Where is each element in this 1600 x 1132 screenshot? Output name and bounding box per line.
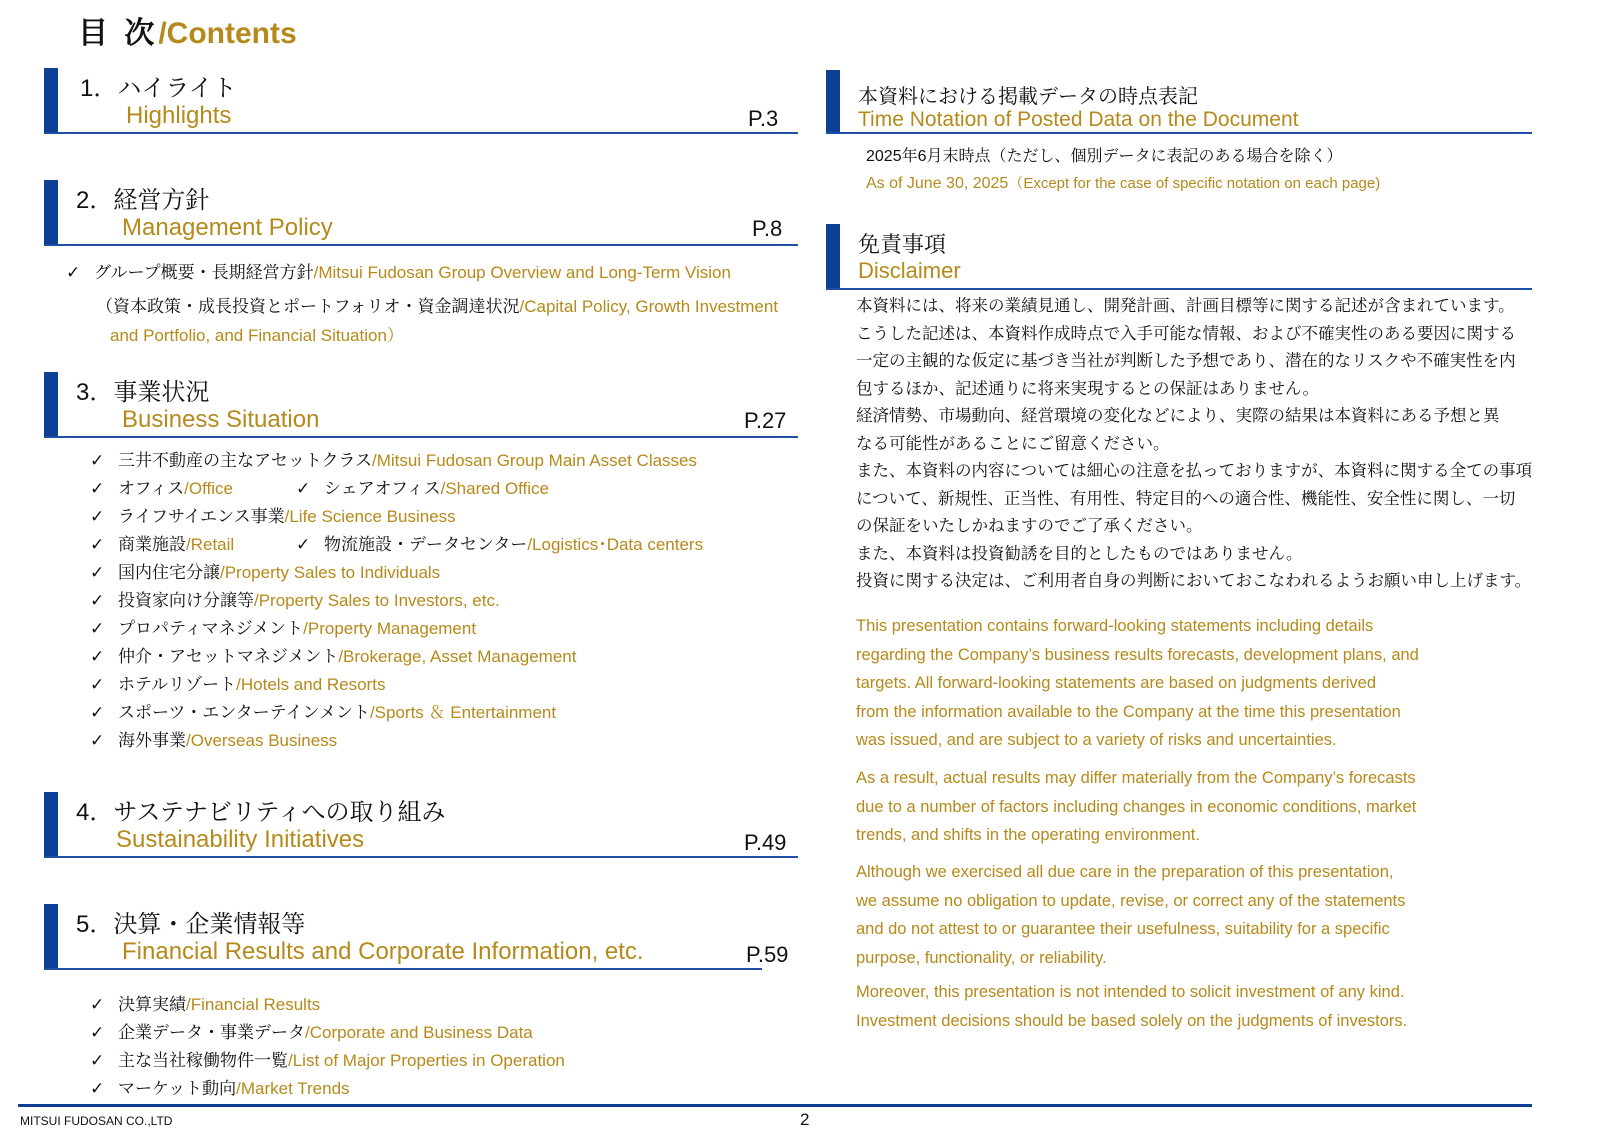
section-rule: [44, 968, 762, 970]
list-item: ✓ マーケット動向/Market Trends: [90, 1079, 350, 1098]
check-icon: ✓: [90, 563, 105, 582]
list-item: ✓ 決算実績/Financial Results: [90, 995, 321, 1014]
list-item: ✓ シェアオフィス/Shared Office: [296, 479, 549, 498]
disclaimer-en-paragraph-1: This presentation contains forward-looking statements including details regarding the Company’s business results forecasts, development plans, and targets. All forward-looking statements are based on judgments derived from the information available to the Company at the time this presentation was issued, and are subject to a variety of risks and uncertainties.: [856, 617, 1419, 749]
check-icon: ✓: [90, 995, 105, 1014]
section-bar: [44, 68, 58, 134]
footer-rule: [18, 1104, 1532, 1107]
section-rule: [826, 132, 1532, 134]
section-jp-title: 2．経営方針: [76, 187, 210, 214]
disclaimer-en-paragraph-4: Moreover, this presentation is not intended to solicit investment of any kind. Investment decisions should be based solely on the judgments of investors.: [856, 983, 1408, 1030]
section-en-title: Sustainability Initiatives: [116, 826, 365, 853]
section-page: P.3: [748, 106, 779, 131]
list-item: ✓ 商業施設/Retail: [90, 535, 235, 554]
section-jp-title: 5．決算・企業情報等: [76, 911, 306, 938]
disclaimer-jp-body: 本資料には、将来の業績見通し、開発計画、計画目標等に関する記述が含まれています。 こうした記述は、本資料作成時点で入手可能な情報、および不確実性のある要因に関する 一定の主観的な仮定に基づき当社が判断した予想であり、潜在的なリスクや不確実性を内 包するほか、記述通りに将来実現するとの保証はありません。 経済情勢、市場動向、経営環境の変化などにより、実際の結果は本資料にある予想と異 なる可能性があることにご留意ください。 また、本資料の内容については細心の注意を払っておりますが、本資料に関する全ての事項 について、新規性、正当性、有用性、特定目的への適合性、機能性、安全性に関し、一切 の保証をいたしかねますのでご了承ください。 また、本資料は投資勧誘を目的としたものではありません。 投資に関する決定は、ご利用者自身の判断においておこなわれるようお願い申し上げます。: [856, 297, 1533, 590]
check-icon: ✓: [90, 675, 105, 694]
list-item: ✓ ライフサイエンス事業/Life Science Business: [90, 507, 456, 526]
list-item: ✓ オフィス/Office: [90, 479, 233, 498]
section-en-title: Business Situation: [122, 406, 320, 433]
check-icon: ✓: [90, 507, 105, 526]
check-icon: ✓: [90, 479, 105, 498]
list-item: ✓ 海外事業/Overseas Business: [90, 731, 338, 750]
list-item: ✓ ホテルリゾート/Hotels and Resorts: [90, 675, 386, 694]
time-notation-jp-heading: 本資料における掲載データの時点表記: [858, 86, 1198, 108]
list-item: ✓ 仲介・アセットマネジメント/Brokerage, Asset Management: [90, 647, 577, 666]
check-icon: ✓: [90, 619, 105, 638]
list-item: ✓ プロパティマネジメント/Property Management: [90, 619, 477, 638]
title-en: /Contents: [158, 17, 297, 50]
section-bar: [44, 372, 58, 438]
page-number: 2: [800, 1110, 810, 1129]
list-item: ✓ 企業データ・事業データ/Corporate and Business Data: [90, 1023, 533, 1042]
list-item: ✓ 主な当社稼働物件一覧/List of Major Properties in Operation: [90, 1051, 565, 1070]
check-icon: ✓: [90, 451, 105, 470]
section-jp-title: 3．事業状況: [76, 379, 210, 406]
check-icon: ✓: [90, 1023, 105, 1042]
check-icon: ✓: [296, 535, 311, 554]
section-rule: [44, 856, 798, 858]
section-rule: [44, 436, 798, 438]
disclaimer-en-paragraph-2: As a result, actual results may differ materially from the Company’s forecasts due to a number of factors including changes in economic conditions, market trends, and shifts in the operating environment.: [856, 769, 1417, 844]
section-en-title: Management Policy: [122, 214, 333, 241]
section-rule: [826, 288, 1532, 290]
check-icon: ✓: [90, 535, 105, 554]
section-bar: [826, 70, 840, 134]
check-icon: ✓: [90, 703, 105, 722]
time-notation-jp-text: 2025年6月末時点（ただし、個別データに表記のある場合を除く）: [866, 148, 1343, 165]
list-item: ✓ スポーツ・エンターテインメント/Sports ＆ Entertainment: [90, 703, 557, 722]
section-page: P.27: [744, 408, 787, 433]
disclaimer-jp-heading: 免責事項: [858, 232, 947, 257]
check-icon: ✓: [90, 591, 105, 610]
section-jp-title: 1．ハイライト: [80, 75, 237, 102]
check-icon: ✓: [90, 1051, 105, 1070]
section-en-title: Financial Results and Corporate Information, etc.: [122, 938, 644, 965]
section-page: P.59: [746, 942, 789, 967]
section-page: P.49: [744, 830, 787, 855]
check-icon: ✓: [90, 731, 105, 750]
section-bar: [44, 792, 58, 858]
section-rule: [44, 244, 798, 246]
section-bar: [44, 904, 58, 970]
section-jp-title: 4．サステナビリティへの取り組み: [76, 799, 446, 826]
section-page: P.8: [752, 216, 783, 241]
check-icon: ✓: [90, 1079, 105, 1098]
check-icon: ✓: [296, 479, 311, 498]
list-item: ✓ 三井不動産の主なアセットクラス/Mitsui Fudosan Group Main Asset Classes: [90, 451, 698, 470]
time-notation-en-heading: Time Notation of Posted Data on the Document: [858, 108, 1299, 131]
section-bar: [44, 180, 58, 246]
time-notation-en-text: As of June 30, 2025（Except for the case of specific notation on each page): [866, 175, 1381, 192]
section-bar: [826, 224, 840, 290]
check-icon: ✓: [90, 647, 105, 666]
section-rule: [44, 132, 798, 134]
list-item: ✓ 物流施設・データセンター/Logistics･Data centers: [296, 535, 704, 554]
disclaimer-en-paragraph-3: Although we exercised all due care in the preparation of this presentation, we assume no obligation to update, revise, or correct any of the statements and do not attest to or guarantee their usefulness, suitability for a specific purpose, functionality, or reliability.: [856, 863, 1406, 967]
check-icon: ✓: [66, 263, 81, 282]
policy-sub-line-2: and Portfolio, and Financial Situation）: [110, 326, 404, 345]
title-jp: 目 次: [78, 17, 159, 50]
policy-sub-line-1: （資本政策・成長投資とポートフォリオ・資金調達状況/Capital Policy, Growth Investment: [96, 297, 779, 316]
footer-company: MITSUI FUDOSAN CO.,LTD: [20, 1114, 173, 1128]
list-item: ✓ 国内住宅分譲/Property Sales to Individuals: [90, 563, 441, 582]
disclaimer-en-heading: Disclaimer: [858, 258, 961, 283]
page-title: [78, 8, 297, 52]
list-item: ✓ グループ概要・長期経営方針/Mitsui Fudosan Group Overview and Long-Term Vision: [66, 263, 731, 282]
list-item: ✓ 投資家向け分譲等/Property Sales to Investors, etc.: [90, 591, 500, 610]
section-en-title: Highlights: [126, 102, 232, 129]
